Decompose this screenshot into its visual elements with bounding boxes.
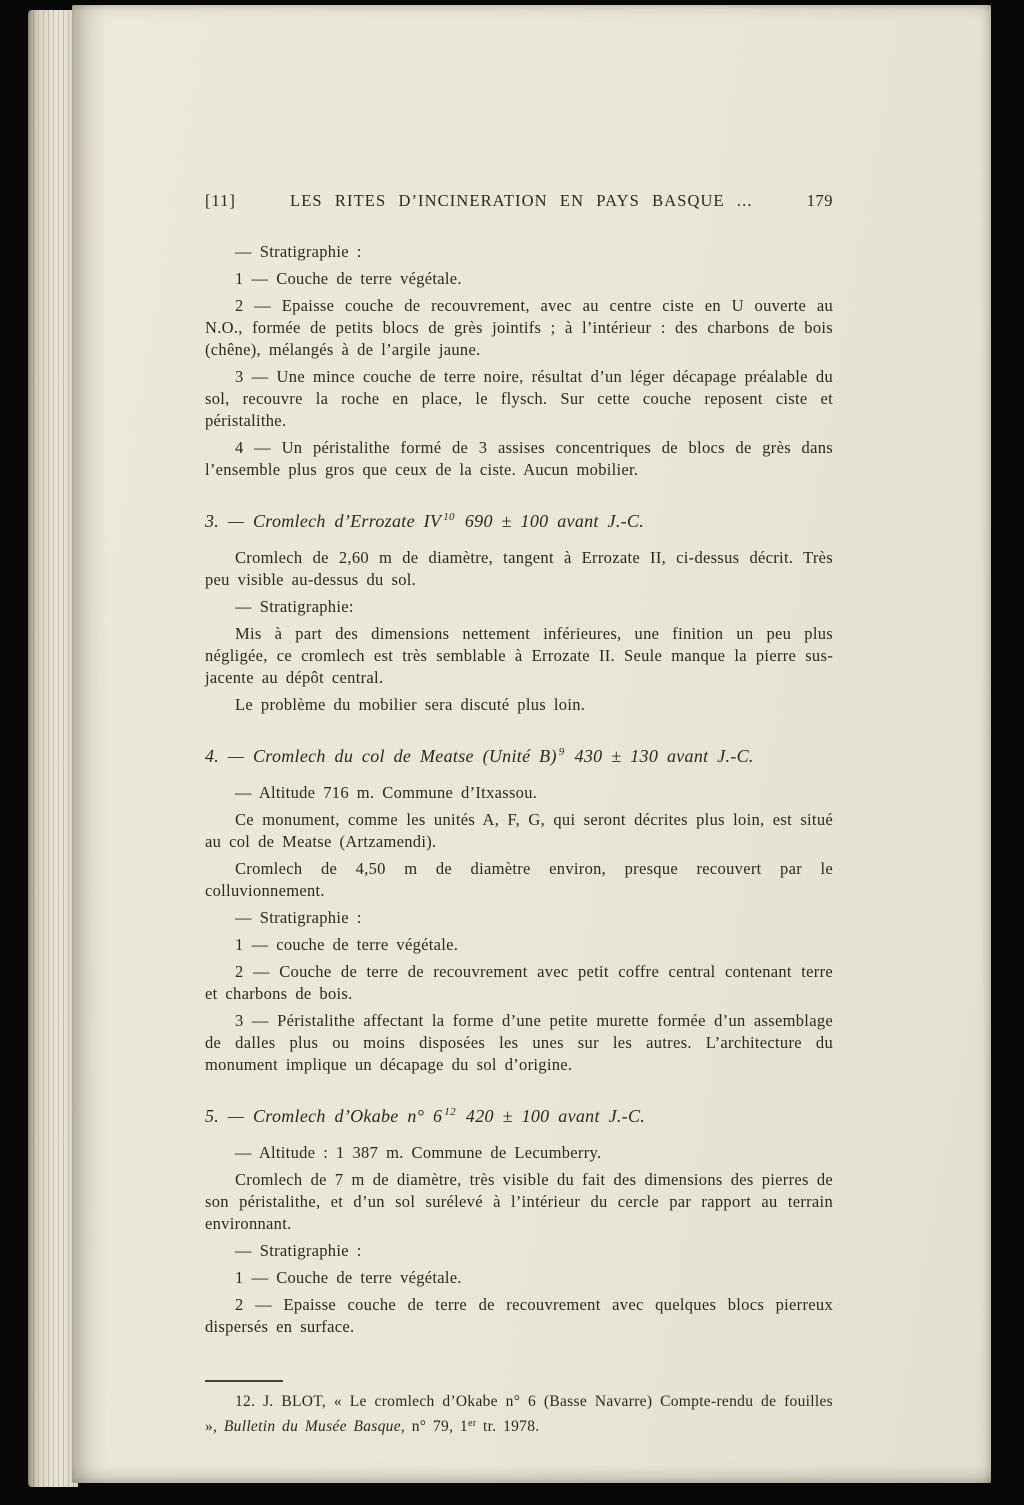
paragraph: 4 — Un péristalithe formé de 3 assises concentriques de blocs de grès dans l’ensemble plus gros que ceux de la ciste. Aucun mobilier.	[205, 438, 833, 479]
paragraph: Cromlech de 7 m de diamètre, très visible du fait des dimensions des pierres de son péristalithe, et d’un sol surélevé à l’intérieur du cercle par rapport au terrain environnant.	[205, 1170, 833, 1233]
paragraph: — Altitude 716 m. Commune d’Itxassou.	[235, 783, 538, 802]
heading-footnote-ref: 9	[558, 746, 565, 758]
paragraph: 2 — Epaisse couche de recouvrement, avec au centre ciste en U ouverte au N.O., formée de petits blocs de grès jointifs ; à l’intérieur : des charbons de bois (chêne), mélangés à de l’argile jaune.	[205, 296, 833, 359]
paragraph: — Altitude : 1 387 m. Commune de Lecumberry.	[235, 1143, 602, 1162]
footnote-text	[205, 1391, 833, 1437]
paragraph: 1 — Couche de terre végétale.	[235, 269, 462, 288]
heading-text: 4. — Cromlech du col de Meatse (Unité B)	[205, 746, 557, 766]
paragraph: — Stratigraphie :	[235, 1241, 362, 1260]
paragraph: Cromlech de 4,50 m de diamètre environ, presque recouvert par le colluvionnement.	[205, 859, 833, 900]
running-header	[205, 191, 833, 211]
footnote-tail: tr. 1978.	[476, 1417, 540, 1435]
heading-footnote-ref: 10	[443, 511, 455, 523]
heading-text: 3. — Cromlech d’Errozate IV	[205, 511, 442, 531]
paragraph: 3 — Une mince couche de terre noire, résultat d’un léger décapage préalable du sol, recouvre la roche en place, le flysch. Sur cette couche reposent ciste et péristalithe.	[205, 367, 833, 430]
section-heading-okabe	[205, 1100, 833, 1128]
footnote	[205, 1380, 833, 1437]
heading-date: 420 ± 100 avant J.-C.	[465, 1106, 646, 1126]
article-section-number: [11]	[205, 191, 236, 210]
page-content	[205, 191, 833, 1437]
footnote-mid: , n° 79, 1	[400, 1417, 468, 1435]
paper-page	[72, 5, 991, 1483]
paragraph: — Stratigraphie :	[235, 908, 362, 927]
running-title: LES RITES D’INCINERATION EN PAYS BASQUE ...	[290, 191, 753, 210]
book-page-edges	[28, 10, 78, 1487]
paragraph: Cromlech de 2,60 m de diamètre, tangent à Errozate II, ci-dessus décrit. Très peu visible au-dessus du sol.	[205, 548, 833, 589]
footnote-journal-title: Bulletin du Musée Basque	[223, 1417, 401, 1435]
paragraph: Le problème du mobilier sera discuté plus loin.	[235, 695, 586, 714]
page-number: 179	[806, 191, 833, 210]
paragraph: 1 — Couche de terre végétale.	[235, 1268, 462, 1287]
footnote-divider	[205, 1380, 283, 1382]
paragraph: — Stratigraphie :	[235, 242, 362, 261]
section-heading-meatse	[205, 740, 833, 768]
paragraph: 1 — couche de terre végétale.	[235, 935, 459, 954]
paragraph: 2 — Couche de terre de recouvrement avec petit coffre central contenant terre et charbons de bois.	[205, 962, 833, 1003]
footnote-ordinal: er	[467, 1417, 477, 1429]
heading-footnote-ref: 12	[444, 1106, 456, 1118]
paragraph: — Stratigraphie:	[235, 597, 354, 616]
paragraph: 3 — Péristalithe affectant la forme d’une petite murette formée d’un assemblage de dalles plus ou moins disposées les unes sur les autres. L’architecture du monument implique un décapage du sol d’origine.	[205, 1011, 833, 1074]
heading-text: 5. — Cromlech d’Okabe n° 6	[205, 1106, 443, 1126]
footnote-lead: 12. J. BLOT, « Le cromlech d’Okabe n° 6 (Basse Navarre) Compte-rendu de fouilles »,	[205, 1393, 833, 1435]
heading-date: 430 ± 130 avant J.-C.	[574, 746, 754, 766]
heading-date: 690 ± 100 avant J.-C.	[464, 511, 645, 531]
paragraph: 2 — Epaisse couche de terre de recouvrement avec quelques blocs pierreux dispersés en surface.	[205, 1295, 833, 1336]
paragraph: Ce monument, comme les unités A, F, G, qui seront décrites plus loin, est situé au col de Meatse (Artzamendi).	[205, 810, 833, 851]
paragraph: Mis à part des dimensions nettement inférieures, une finition un peu plus négligée, ce cromlech est très semblable à Errozate II. Seule manque la pierre sus-jacente au dépôt central.	[205, 624, 833, 687]
section-heading-errozate	[205, 505, 833, 533]
